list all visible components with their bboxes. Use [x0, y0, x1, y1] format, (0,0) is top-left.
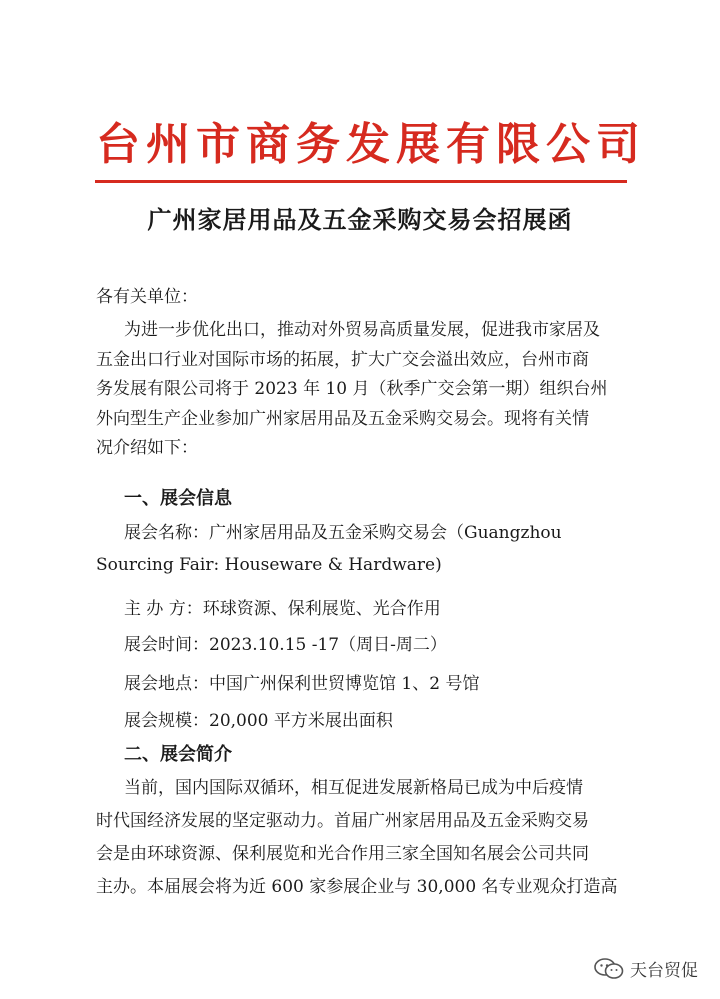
section-heading-exhibition-info: 一、展会信息	[124, 488, 232, 509]
exhibition-scale: 展会规模：20,000 平方米展出面积	[124, 711, 393, 731]
wechat-icon	[594, 958, 624, 980]
letterhead-red-rule	[95, 180, 627, 183]
letterhead-company-name: 台州市商务发展有限公司	[96, 119, 646, 170]
section-heading-exhibition-intro: 二、展会简介	[124, 744, 232, 765]
wechat-account-watermark	[594, 956, 698, 981]
intro-line: 外向型生产企业参加广州家居用品及五金采购交易会。现将有关情	[96, 408, 589, 429]
exhibition-time: 展会时间：2023.10.15 -17（周日-周二）	[124, 635, 447, 655]
wechat-account-name: 天台贸促	[630, 961, 698, 981]
exhibition-name-line1: 展会名称：广州家居用品及五金采购交易会（Guangzhou	[124, 523, 562, 543]
exhibition-name-line2: Sourcing Fair: Houseware & Hardware)	[96, 555, 442, 575]
document-title: 广州家居用品及五金采购交易会招展函	[147, 205, 573, 234]
description-line: 当前，国内国际双循环，相互促进发展新格局已成为中后疫情	[124, 778, 583, 798]
intro-paragraph	[96, 316, 656, 464]
description-line: 主办。本届展会将为近 600 家参展企业与 30,000 名专业观众打造高	[96, 877, 618, 897]
exhibition-organizer: 主 办 方：环球资源、保利展览、光合作用	[124, 599, 441, 619]
intro-line: 况介绍如下：	[96, 438, 198, 458]
description-line: 会是由环球资源、保利展览和光合作用三家全国知名展会公司共同	[96, 844, 589, 864]
intro-line: 五金出口行业对国际市场的拓展，扩大广交会溢出效应，台州市商	[96, 349, 589, 370]
intro-line: 为进一步优化出口，推动对外贸易高质量发展，促进我市家居及	[124, 320, 600, 340]
salutation: 各有关单位：	[96, 287, 198, 307]
description-line: 时代国经济发展的坚定驱动力。首届广州家居用品及五金采购交易	[96, 811, 589, 831]
intro-description-paragraph	[96, 772, 656, 904]
intro-line: 务发展有限公司将于 2023 年 10 月（秋季广交会第一期）组织台州	[96, 379, 608, 399]
exhibition-location: 展会地点：中国广州保利世贸博览馆 1、2 号馆	[124, 674, 480, 694]
